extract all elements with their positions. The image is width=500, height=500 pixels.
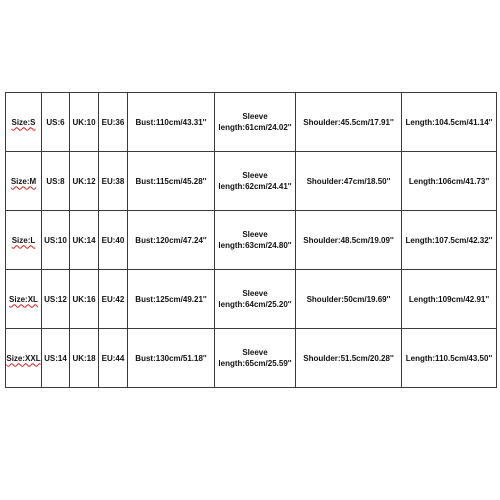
us-size-cell: US:8 [42,152,70,211]
sleeve-length-cell: Sleeve length:61cm/24.02'' [215,93,296,152]
bust-cell: Bust:110cm/43.31'' [128,93,215,152]
length-cell: Length:106cm/41.73'' [402,152,497,211]
shoulder-cell: Shoulder:45.5cm/17.91'' [296,93,402,152]
sleeve-length-cell: Sleeve length:65cm/25.59'' [215,329,296,388]
size-row-xxl [6,329,497,388]
us-size-cell: US:12 [42,270,70,329]
sleeve-length-cell: Sleeve length:64cm/25.20'' [215,270,296,329]
uk-size-cell: UK:16 [70,270,99,329]
length-cell: Length:104.5cm/41.14'' [402,93,497,152]
size-cell: Size:XL [6,270,42,329]
size-row-m [6,152,497,211]
bust-cell: Bust:115cm/45.28'' [128,152,215,211]
us-size-cell: US:10 [42,211,70,270]
bust-cell: Bust:125cm/49.21'' [128,270,215,329]
us-size-cell: US:14 [42,329,70,388]
shoulder-cell: Shoulder:51.5cm/20.28'' [296,329,402,388]
uk-size-cell: UK:18 [70,329,99,388]
length-cell: Length:107.5cm/42.32'' [402,211,497,270]
bust-cell: Bust:120cm/47.24'' [128,211,215,270]
shoulder-cell: Shoulder:47cm/18.50'' [296,152,402,211]
size-cell: Size:L [6,211,42,270]
length-cell: Length:109cm/42.91'' [402,270,497,329]
uk-size-cell: UK:10 [70,93,99,152]
shoulder-cell: Shoulder:48.5cm/19.09'' [296,211,402,270]
size-row-xl [6,270,497,329]
sleeve-length-cell: Sleeve length:63cm/24.80'' [215,211,296,270]
size-cell: Size:M [6,152,42,211]
size-chart-table [5,92,497,388]
eu-size-cell: EU:38 [99,152,128,211]
uk-size-cell: UK:12 [70,152,99,211]
eu-size-cell: EU:42 [99,270,128,329]
size-cell: Size:S [6,93,42,152]
bust-cell: Bust:130cm/51.18'' [128,329,215,388]
us-size-cell: US:6 [42,93,70,152]
eu-size-cell: EU:40 [99,211,128,270]
eu-size-cell: EU:44 [99,329,128,388]
length-cell: Length:110.5cm/43.50'' [402,329,497,388]
eu-size-cell: EU:36 [99,93,128,152]
shoulder-cell: Shoulder:50cm/19.69'' [296,270,402,329]
sleeve-length-cell: Sleeve length:62cm/24.41'' [215,152,296,211]
uk-size-cell: UK:14 [70,211,99,270]
size-row-s [6,93,497,152]
size-cell: Size:XXL [6,329,42,388]
size-row-l [6,211,497,270]
